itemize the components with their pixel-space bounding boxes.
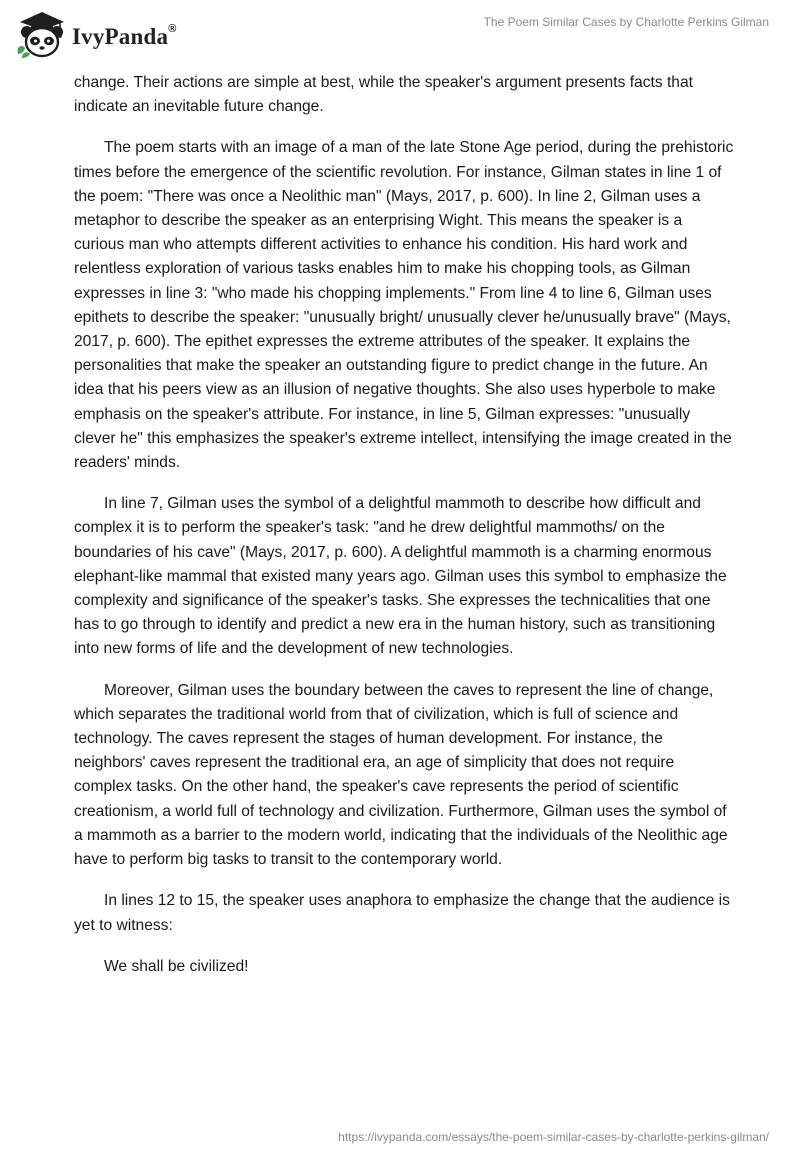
poem-quote-line: We shall be civilized!: [104, 957, 249, 975]
ivypanda-logo[interactable]: [12, 8, 177, 60]
logo-wordmark: [72, 24, 177, 50]
logo-wordmark-text: IvyPanda: [72, 24, 169, 49]
source-url[interactable]: https://ivypanda.com/essays/the-poem-similar-cases-by-charlotte-perkins-gilman/: [338, 1130, 769, 1144]
paragraph-cave-boundary: Moreover, Gilman uses the boundary between the caves to represent the line of change, which separates the traditional world from that of civilization, which is full of science and technology. The caves represent the stages of human development. For instance, the neighbors' caves represent the traditional era, an age of simplicity that does not require complex tasks. On the other hand, the speaker's cave represents the period of scientific creationism, a world full of technology and civilization. Furthermore, Gilman uses the symbol of a mammoth as a barrier to the modern world, indicating that the individuals of the Neolithic age have to perform big tasks to transit to the contemporary world.: [74, 681, 728, 869]
document-title: The Poem Similar Cases by Charlotte Perkins Gilman: [483, 15, 769, 29]
paragraph-mammoth-symbol: In line 7, Gilman uses the symbol of a delightful mammoth to describe how difficult and complex it is to perform the speaker's task: "and he drew delightful mammoths/ on the boundaries of his cave" (Mays, 2017, p. 600). A delightful mammoth is a charming enormous elephant-like mammal that existed many years ago. Gilman uses this symbol to emphasize the complexity and significance of the speaker's tasks. She expresses the technicalities that one has to go through to identify and predict a new era in the human history, such as transitioning into new forms of life and the development of new technologies.: [74, 495, 727, 658]
paragraph-poem-opening: The poem starts with an image of a man of the late Stone Age period, during the prehistoric times before the emergence of the scientific revolution. For instance, Gilman states in line 1 of the poem: "There was once a Neolithic man" (Mays, 2017, p. 600). In line 2, Gilman uses a metaphor to describe the speaker as an enterprising Wight. This means the speaker is a curious man who attempts different activities to enhance his condition. His hard work and relentless exploration of various tasks enables him to make his chopping tools, as Gilman expresses in line 3: "who made his chopping implements." From line 4 to line 6, Gilman uses epithets to describe the speaker: "unusually bright/ unusually clever he/unusually brave" (Mays, 2017, p. 600). The epithet expresses the extreme attributes of the speaker. It explains the personalities that make the speaker an outstanding figure to predict change in the future. An idea that his peers view as an illusion of negative thoughts. She also uses hyperbole to make emphasis on the speaker's attribute. For instance, in line 5, Gilman expresses: "unusually clever he" this emphasizes the speaker's extreme intellect, intensifying the image created in the readers' minds.: [74, 139, 734, 472]
panda-graduate-icon: [12, 8, 68, 60]
registered-mark: ®: [168, 23, 177, 36]
paragraph-continued: change. Their actions are simple at best, while the speaker's argument presents facts that indicate an inevitable future change.: [74, 74, 693, 116]
page-header: [0, 0, 800, 70]
essay-body: [74, 71, 734, 996]
paragraph-anaphora: In lines 12 to 15, the speaker uses anaphora to emphasize the change that the audience is yet to witness:: [74, 892, 730, 934]
